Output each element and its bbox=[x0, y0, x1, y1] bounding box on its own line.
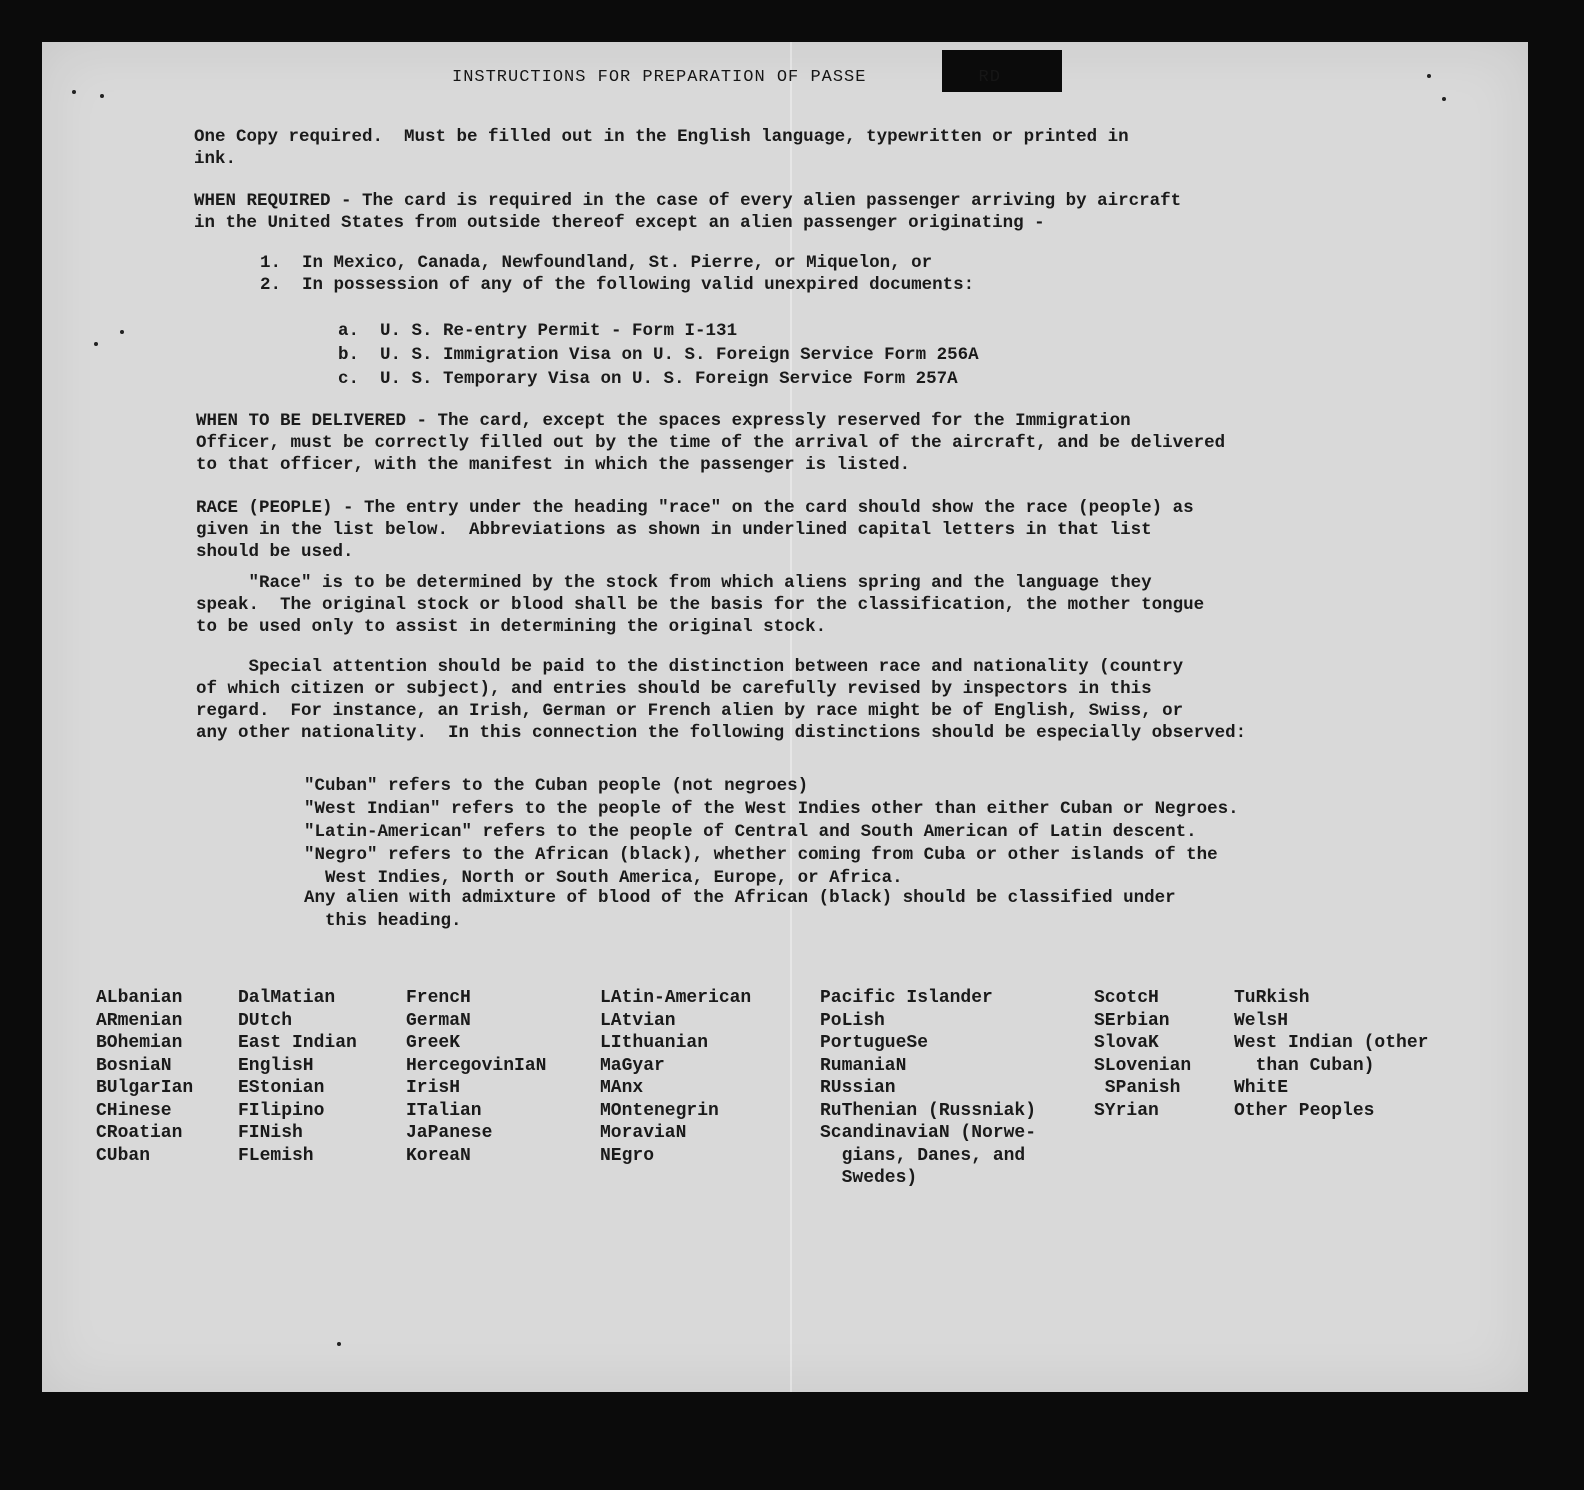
speck bbox=[1442, 97, 1446, 101]
race-entry: FIlipino bbox=[238, 1100, 325, 1121]
speck bbox=[120, 330, 124, 334]
race-entry: RumaniaN bbox=[820, 1055, 907, 1076]
list-item-b: b. U. S. Immigration Visa on U. S. Foreign Service Form 256A bbox=[338, 345, 979, 365]
race-entry: SPanish bbox=[1094, 1078, 1181, 1098]
race-column-3 bbox=[406, 987, 546, 1167]
race-entry: CHinese bbox=[96, 1100, 172, 1121]
definition-negro: "Negro" refers to the African (black), whether coming from Cuba or other islands of the West Indies, North or South America, Europe, or Africa. bbox=[304, 845, 1218, 888]
race-entry: SLovenian bbox=[1094, 1055, 1192, 1076]
list-item-a: a. U. S. Re-entry Permit - Form I-131 bbox=[338, 321, 738, 341]
race-entry: CRoatian bbox=[96, 1123, 183, 1143]
race-entry: SErbian bbox=[1094, 1010, 1170, 1031]
race-entry: ARmenian bbox=[96, 1010, 183, 1031]
race-entry: WelsH bbox=[1234, 1010, 1289, 1031]
race-entry: PortugueSe bbox=[820, 1033, 929, 1053]
race-entry: BosniaN bbox=[96, 1055, 172, 1076]
race-entry: SYrian bbox=[1094, 1100, 1159, 1121]
race-entry: West Indian (other bbox=[1234, 1033, 1429, 1053]
race-column-5 bbox=[820, 987, 1036, 1190]
race-entry: HercegovinIaN bbox=[406, 1055, 547, 1076]
race-column-4 bbox=[600, 987, 751, 1167]
paragraph-special-attention: Special attention should be paid to the distinction between race and nationality (country of which citizen or subject), and entries should be carefully revised by inspectors in this regard. For instance, an Irish, German or French alien by race might be of English, Swiss, or any other nationality. In this connection the following distinctions should be especially observed: bbox=[196, 657, 1247, 743]
race-column-2 bbox=[238, 987, 357, 1167]
race-entry: ScotcH bbox=[1094, 988, 1159, 1008]
race-entry: TuRkish bbox=[1234, 988, 1310, 1008]
race-entry: LAtin-American bbox=[600, 988, 752, 1008]
race-entry: BOhemian bbox=[96, 1033, 183, 1053]
race-entry: KoreaN bbox=[406, 1145, 471, 1166]
race-entry: EStonian bbox=[238, 1078, 325, 1098]
list-item-1: 1. In Mexico, Canada, Newfoundland, St. Pierre, or Miquelon, or bbox=[260, 253, 933, 273]
race-entry: RUssian bbox=[820, 1078, 896, 1098]
race-entry: FINish bbox=[238, 1123, 303, 1143]
race-entry: IrisH bbox=[406, 1078, 461, 1098]
list-item-2: 2. In possession of any of the following valid unexpired documents: bbox=[260, 275, 975, 295]
race-entry: CUban bbox=[96, 1145, 151, 1166]
race-entry: ScandinaviaN (Norwe- bbox=[820, 1123, 1037, 1143]
race-entry: FLemish bbox=[238, 1145, 314, 1166]
race-entry: RuThenian (Russniak) bbox=[820, 1100, 1037, 1121]
race-entry: GreeK bbox=[406, 1033, 461, 1053]
race-entry: ALbanian bbox=[96, 988, 183, 1008]
speck bbox=[337, 1342, 341, 1346]
race-entry: ITalian bbox=[406, 1100, 482, 1121]
race-entry: than Cuban) bbox=[1234, 1055, 1375, 1076]
race-entry: WhitE bbox=[1234, 1078, 1289, 1098]
race-entry: GermaN bbox=[406, 1010, 471, 1031]
race-entry: BUlgarIan bbox=[96, 1078, 194, 1098]
race-column-7 bbox=[1234, 987, 1428, 1122]
paragraph-when-required: WHEN REQUIRED - The card is required in the case of every alien passenger arriving by aircraft in the United States from outside thereof except an alien passenger originating - bbox=[194, 191, 1182, 233]
race-entry: East Indian bbox=[238, 1033, 357, 1053]
race-entry: gians, Danes, and bbox=[820, 1145, 1026, 1166]
definition-cuban: "Cuban" refers to the Cuban people (not negroes) bbox=[304, 776, 809, 796]
paragraph-race-definition: "Race" is to be determined by the stock from which aliens spring and the language they speak. The original stock or blood shall be the basis for the classification, the mother tongue to be used only to assist in determining the original stock. bbox=[196, 573, 1205, 637]
race-column-6 bbox=[1094, 987, 1191, 1122]
race-entry: MOntenegrin bbox=[600, 1100, 719, 1121]
race-entry: LAtvian bbox=[600, 1010, 676, 1031]
race-entry: Swedes) bbox=[820, 1168, 918, 1188]
speck bbox=[72, 90, 76, 94]
race-entry: DUtch bbox=[238, 1010, 293, 1031]
speck bbox=[94, 342, 98, 346]
speck bbox=[1427, 74, 1431, 78]
race-entry: EnglisH bbox=[238, 1055, 314, 1076]
speck bbox=[100, 94, 104, 98]
race-column-1 bbox=[96, 987, 193, 1167]
race-entry: MAnx bbox=[600, 1078, 644, 1098]
definition-admixture: Any alien with admixture of blood of the African (black) should be classified under this heading. bbox=[304, 888, 1176, 931]
race-entry: JaPanese bbox=[406, 1123, 493, 1143]
race-entry: MaGyar bbox=[600, 1055, 665, 1076]
definition-west-indian: "West Indian" refers to the people of the West Indies other than either Cuban or Negroes. bbox=[304, 799, 1239, 819]
race-entry: LIthuanian bbox=[600, 1033, 709, 1053]
race-entry: Pacific Islander bbox=[820, 988, 993, 1008]
list-item-c: c. U. S. Temporary Visa on U. S. Foreign Service Form 257A bbox=[338, 369, 958, 389]
paragraph-race-people: RACE (PEOPLE) - The entry under the heading "race" on the card should show the race (people) as given in the list below. Abbreviations as shown in underlined capital letters in that list should be used. bbox=[196, 498, 1194, 562]
paragraph-copy-required: One Copy required. Must be filled out in the English language, typewritten or printed in ink. bbox=[194, 127, 1129, 169]
race-entry: Other Peoples bbox=[1234, 1100, 1375, 1121]
definition-latin-american: "Latin-American" refers to the people of Central and South American of Latin descent. bbox=[304, 822, 1197, 842]
document-page bbox=[42, 42, 1528, 1392]
race-entry: PoLish bbox=[820, 1010, 885, 1031]
race-entry: DalMatian bbox=[238, 988, 336, 1008]
document-title: INSTRUCTIONS FOR PREPARATION OF PASSE RD bbox=[452, 68, 1001, 87]
paragraph-when-delivered: WHEN TO BE DELIVERED - The card, except the spaces expressly reserved for the Immigration Officer, must be correctly filled out by the time of the arrival of the aircraft, and be delivered to that officer, with the manifest in which the passenger is listed. bbox=[196, 411, 1226, 475]
race-entry: FrencH bbox=[406, 988, 471, 1008]
race-entry: MoraviaN bbox=[600, 1123, 687, 1143]
race-entry: SlovaK bbox=[1094, 1033, 1159, 1053]
race-entry: NEgro bbox=[600, 1145, 655, 1166]
